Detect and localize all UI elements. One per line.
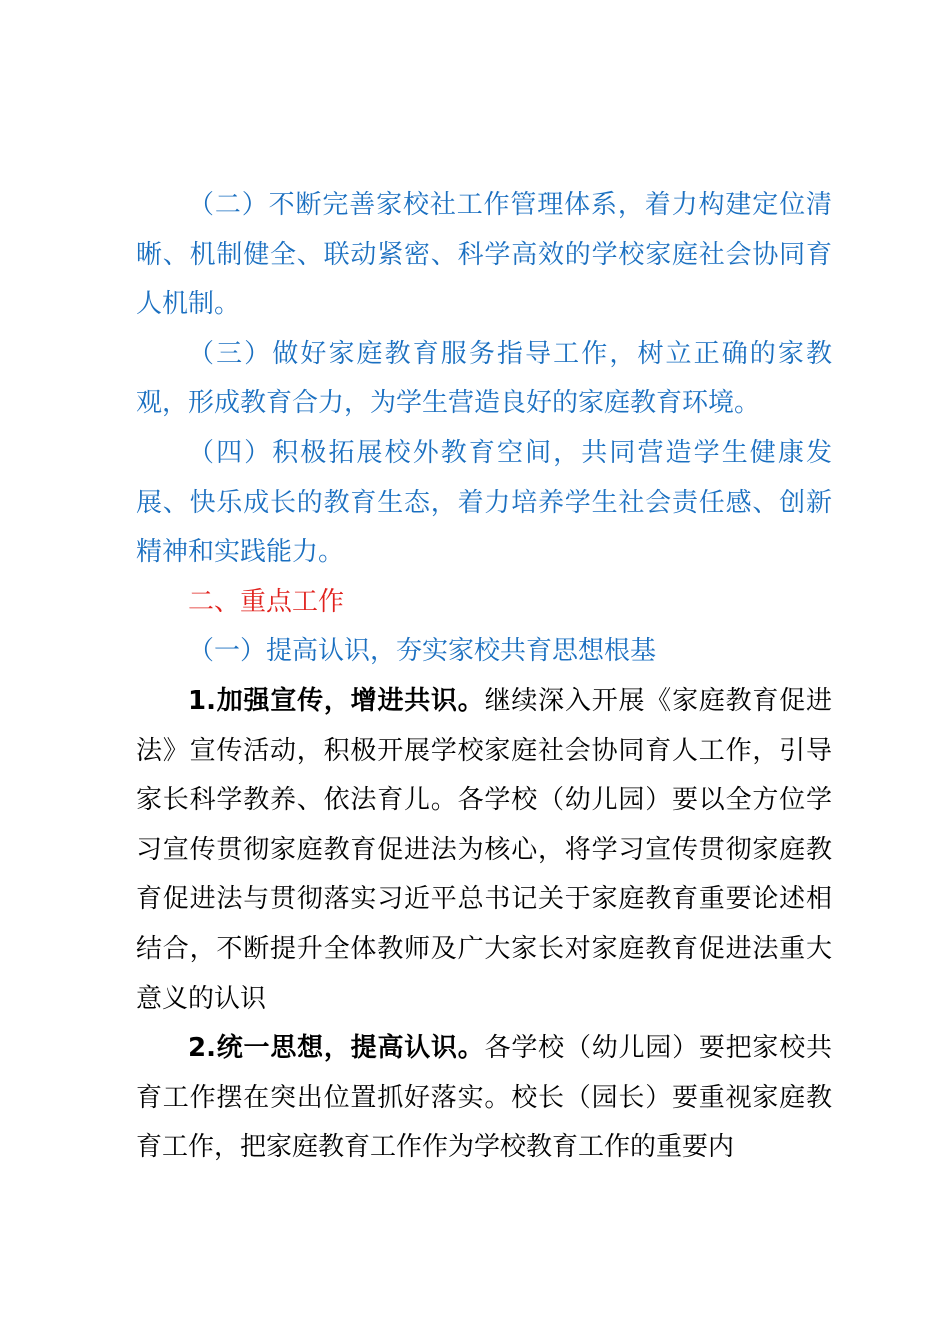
paragraph-goal-2: （二）不断完善家校社工作管理体系，着力构建定位清晰、机制健全、联动紧密、科学高效的学校家庭社会协同育人机制。	[136, 190, 832, 320]
paragraph-goal-3: （三）做好家庭教育服务指导工作，树立正确的家教观，形成教育合力，为学生营造良好的家庭教育环境。	[136, 338, 832, 419]
paragraph-item-1	[136, 677, 832, 1024]
paragraph-goal-4: （四）积极拓展校外教育空间，共同营造学生健康发展、快乐成长的教育生态，着力培养学生社会责任感、创新精神和实践能力。	[136, 437, 832, 568]
item-1-bold-lead: 1.加强宣传，增进共识。	[188, 685, 485, 716]
item-2-body: 各学校（幼儿园）要把家校共育工作摆在突出位置抓好落实。校长（园长）要重视家庭教育工作，把家庭教育工作作为学校教育工作的重要内	[136, 1033, 832, 1163]
item-2-bold-lead: 2.统一思想，提高认识。	[188, 1033, 485, 1064]
paragraph-item-2	[136, 1024, 832, 1173]
document-page	[136, 181, 832, 1173]
subsection-heading: （一）提高认识，夯实家校共育思想根基	[188, 636, 657, 667]
item-1-body: 继续深入开展《家庭教育促进法》宣传活动，积极开展学校家庭社会协同育人工作，引导家长科学教养、依法育儿。各学校（幼儿园）要以全方位学习宣传贯彻家庭教育促进法为核心，将学习宣传贯彻家庭教育促进法与贯彻落实习近平总书记关于家庭教育重要论述相结合，不断提升全体教师及广大家长对家庭教育促进法重大意义的认识	[136, 685, 832, 1014]
section-heading: 二、重点工作	[188, 586, 345, 617]
